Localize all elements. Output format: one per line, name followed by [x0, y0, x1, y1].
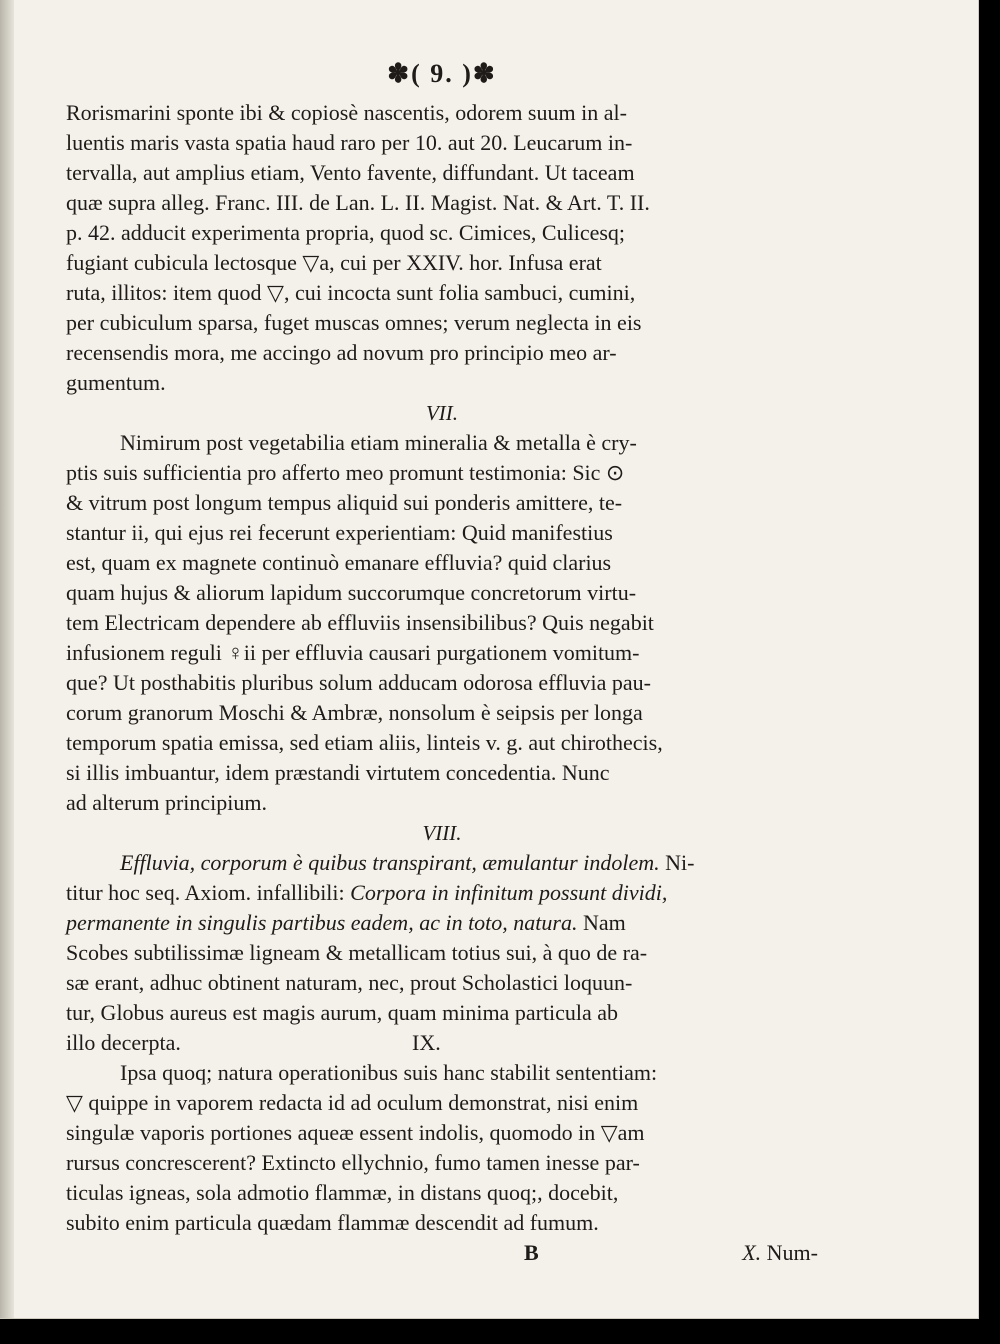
text-line: quæ supra alleg. Franc. III. de Lan. L. II. Magist. Nat. & Art. T. II. — [66, 190, 650, 215]
text-line: tur, Globus aureus est magis aurum, quam minima particula ab — [66, 1000, 619, 1025]
text-line: fugiant cubicula lectosque ▽a, cui per XXIV. hor. Infusa erat — [66, 250, 602, 275]
text-line: corum granorum Moschi & Ambræ, nonsolum è seipsis per longa — [66, 700, 643, 725]
text-fragment: Ni- — [659, 850, 695, 875]
catchword — [742, 1238, 818, 1268]
catchword-word: Num- — [761, 1240, 818, 1265]
text-fragment: Nam — [577, 910, 626, 935]
text-line — [66, 848, 818, 878]
text-line: infusionem reguli ♀ii per effluvia causari purgationem vomitum- — [66, 640, 640, 665]
text-line: rursus concrescerent? Extincto ellychnio, fumo tamen inesse par- — [66, 1150, 640, 1175]
page-header: ✽( 9. )✽ — [387, 59, 497, 88]
text-line: ticulas igneas, sola admotio flammæ, in distans quoq;, docebit, — [66, 1180, 619, 1205]
text-line — [66, 908, 818, 938]
text-line: per cubiculum sparsa, fuget muscas omnes; verum neglecta in eis — [66, 310, 642, 335]
signature-mark: B — [524, 1240, 539, 1265]
text-line: ▽ quippe in vaporem redacta id ad oculum demonstrat, nisi enim — [66, 1090, 639, 1115]
text-line: ruta, illitos: item quod ▽, cui incocta sunt folia sambuci, cumini, — [66, 280, 636, 305]
text-line: singulæ vaporis portiones aqueæ essent indolis, quomodo in ▽am — [66, 1120, 645, 1145]
text-line: tem Electricam dependere ab effluviis insensibilibus? Quis negabit — [66, 610, 654, 635]
text-line: recensendis mora, me accingo ad novum pro principio meo ar- — [66, 340, 617, 365]
italic-thesis: Effluvia, corporum è quibus transpirant, æmulantur indolem. — [120, 850, 660, 875]
text-line: p. 42. adducit experimenta propria, quod sc. Cimices, Culicesq; — [66, 220, 626, 245]
italic-axiom: permanente in singulis partibus eadem, ac in toto, natura. — [66, 910, 578, 935]
page-footer — [66, 1238, 818, 1268]
text-line — [66, 1028, 818, 1058]
text-line: & vitrum post longum tempus aliquid sui ponderis amittere, te- — [66, 490, 623, 515]
section-heading-vii: VII. — [425, 401, 459, 425]
italic-axiom: Corpora in infinitum possunt dividi, — [350, 880, 668, 905]
text-line: ptis suis sufficientia pro afferto meo promunt testimonia: Sic ⊙ — [66, 460, 625, 485]
text-line: tervalla, aut amplius etiam, Vento favente, diffundant. Ut taceam — [66, 160, 635, 185]
text-line: si illis imbuantur, idem præstandi virtutem concedentia. Nunc — [66, 760, 610, 785]
section-heading-viii: VIII. — [422, 821, 462, 845]
text-line: ad alterum principium. — [66, 790, 267, 815]
text-line: est, quam ex magnete continuò emanare effluvia? quid clarius — [66, 550, 612, 575]
section-heading-ix: IX. — [412, 1030, 441, 1055]
text-line: Ipsa quoq; natura operationibus suis hanc stabilit sententiam: — [120, 1060, 658, 1085]
text-line: Rorismarini sponte ibi & copiosè nascentis, odorem suum in al- — [66, 100, 627, 125]
text-line: gumentum. — [66, 370, 166, 395]
text-line: subito enim particula quædam flammæ descendit ad fumum. — [66, 1210, 599, 1235]
text-fragment: titur hoc seq. Axiom. infallibili: — [66, 880, 351, 905]
text-line: stantur ii, qui ejus rei fecerunt experientiam: Quid manifestius — [66, 520, 613, 545]
text-line — [66, 878, 818, 908]
text-fragment: illo decerpta. — [66, 1030, 181, 1055]
text-line: temporum spatia emissa, sed etiam aliis, linteis v. g. aut chirothecis, — [66, 730, 663, 755]
text-line: luentis maris vasta spatia haud raro per 10. aut 20. Leucarum in- — [66, 130, 633, 155]
text-line: Nimirum post vegetabilia etiam mineralia & metalla è cry- — [120, 430, 637, 455]
text-line: Scobes subtilissimæ ligneam & metallicam totius sui, à quo de ra- — [66, 940, 648, 965]
text-block — [66, 50, 818, 1268]
catchword-numeral: X. — [742, 1240, 762, 1265]
text-line: sæ erant, adhuc obtinent naturam, nec, prout Scholastici loquun- — [66, 970, 633, 995]
text-line: quam hujus & aliorum lapidum succorumque concretorum virtu- — [66, 580, 637, 605]
text-line: que? Ut posthabitis pluribus solum adducam odorosa effluvia pau- — [66, 670, 651, 695]
